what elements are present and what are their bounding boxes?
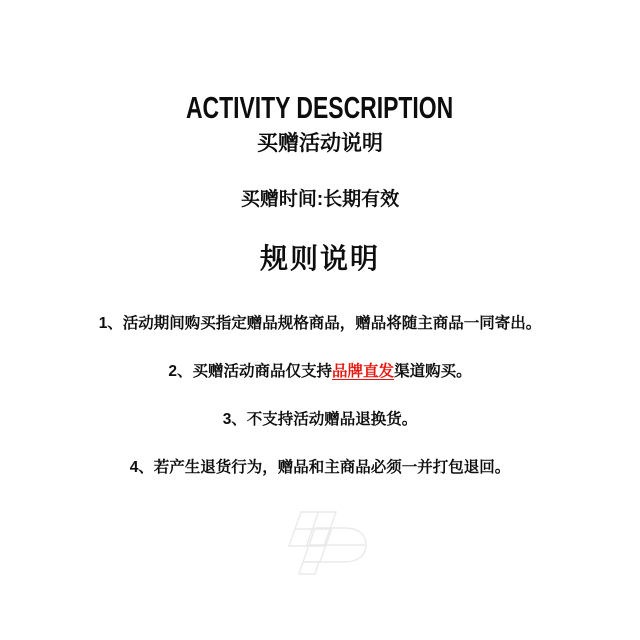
page-title-chinese: 买赠活动说明 — [257, 132, 383, 155]
rules-list — [0, 315, 640, 476]
rule-item-3: 3、不支持活动赠品退换货。 — [222, 411, 418, 429]
page-title-english: ACTIVITY DESCRIPTION — [186, 90, 454, 125]
rule-item-2-suffix: 渠道购买。 — [394, 363, 472, 381]
rule-item-2-highlight: 品牌直发 — [332, 363, 395, 381]
rule-item-4: 4、若产生退货行为，赠品和主商品必须一并打包退回。 — [129, 459, 511, 477]
rule-item-2 — [168, 363, 471, 380]
promotion-validity-text: 买赠时间:长期有效 — [240, 189, 400, 211]
rule-item-1: 1、活动期间购买指定赠品规格商品，赠品将随主商品一同寄出。 — [98, 315, 542, 333]
rule-item-2-prefix: 2、买赠活动商品仅支持 — [168, 363, 333, 381]
brand-watermark-logo-icon — [270, 508, 370, 591]
rules-section-heading: 规则说明 — [259, 243, 380, 275]
